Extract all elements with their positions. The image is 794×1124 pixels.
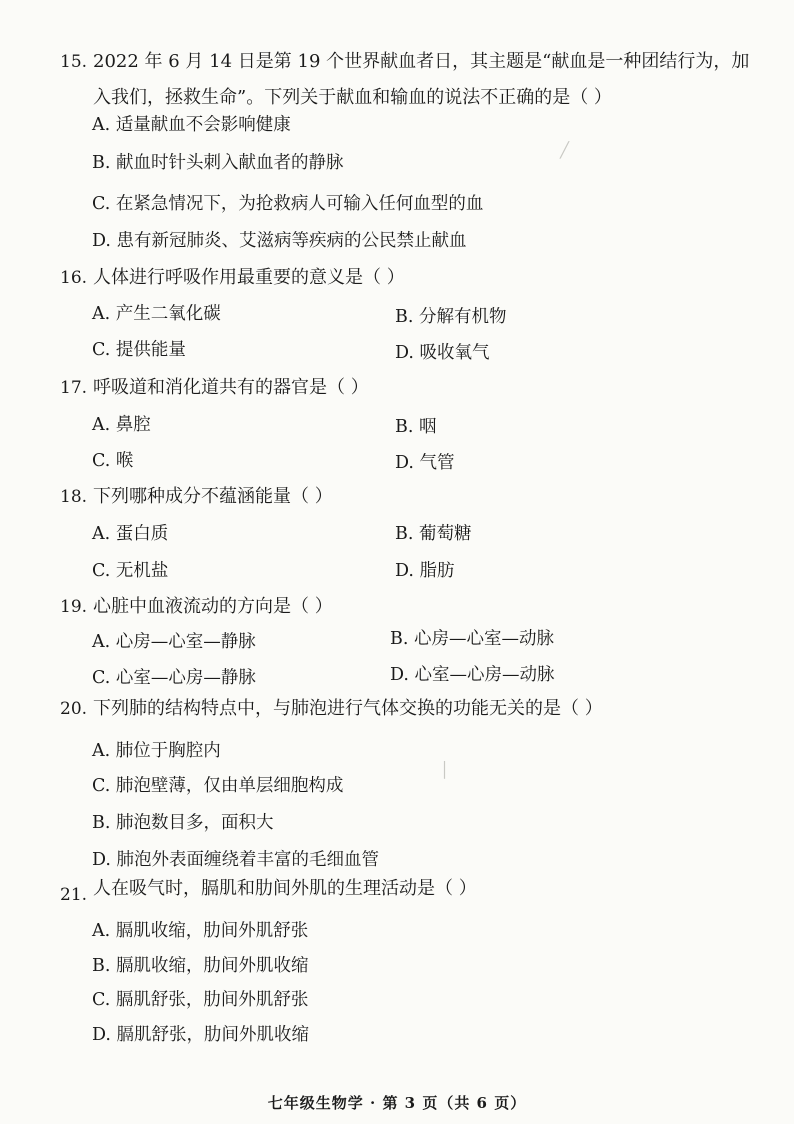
- option-a: A. 蛋白质: [92, 524, 169, 544]
- option-c: C. 肺泡壁薄，仅由单层细胞构成: [92, 776, 344, 796]
- option-a: A. 适量献血不会影响健康: [92, 115, 291, 135]
- option-a: A. 产生二氧化碳: [92, 304, 221, 324]
- option-c: C. 心室—心房—静脉: [92, 668, 256, 688]
- question-stem: 下列肺的结构特点中，与肺泡进行气体交换的功能无关的是（ ）: [93, 698, 603, 719]
- option-a: A. 心房—心室—静脉: [92, 632, 256, 652]
- option-d: D. 吸收氧气: [395, 343, 490, 363]
- question-number: 16.: [60, 268, 88, 288]
- option-b: B. 分解有机物: [395, 307, 507, 327]
- option-d: D. 肺泡外表面缠绕着丰富的毛细血管: [92, 850, 380, 870]
- option-c: C. 提供能量: [92, 340, 186, 360]
- question-number: 18.: [60, 487, 88, 507]
- question-stem: 下列哪种成分不蕴涵能量（ ）: [93, 486, 333, 507]
- question-stem: 呼吸道和消化道共有的器官是（ ）: [93, 377, 369, 398]
- page-footer: 七年级生物学 · 第 3 页（共 6 页）: [267, 1094, 527, 1112]
- question-stem: 心脏中血液流动的方向是（ ）: [93, 596, 333, 617]
- option-b: B. 咽: [395, 417, 437, 437]
- question-stem: 人体进行呼吸作用最重要的意义是（ ）: [93, 267, 405, 288]
- question-number: 19.: [60, 597, 88, 617]
- question-stem: 入我们，拯救生命”。下列关于献血和输血的说法不正确的是（ ）: [93, 87, 612, 108]
- question-stem: 人在吸气时，膈肌和肋间外肌的生理活动是（ ）: [93, 878, 477, 899]
- option-b: B. 膈肌收缩，肋间外肌收缩: [92, 956, 309, 976]
- option-c: C. 在紧急情况下，为抢救病人可输入任何血型的血: [92, 194, 484, 214]
- question-number: 15.: [60, 52, 88, 72]
- option-a: A. 鼻腔: [92, 415, 151, 435]
- option-d: D. 患有新冠肺炎、艾滋病等疾病的公民禁止献血: [92, 231, 467, 251]
- question-stem: 2022 年 6 月 14 日是第 19 个世界献血者日，其主题是“献血是一种团结行为，加: [93, 51, 750, 72]
- option-b: B. 葡萄糖: [395, 524, 472, 544]
- question-number: 17.: [60, 378, 88, 398]
- option-c: C. 膈肌舒张，肋间外肌舒张: [92, 990, 309, 1010]
- bleed-through-text: ╱: [560, 141, 570, 159]
- option-d: D. 膈肌舒张，肋间外肌收缩: [92, 1025, 310, 1045]
- option-c: C. 无机盐: [92, 561, 169, 581]
- option-c: C. 喉: [92, 451, 134, 471]
- question-number: 20.: [60, 699, 88, 719]
- question-number: 21.: [60, 885, 88, 905]
- bleed-through-text: │: [440, 761, 450, 779]
- option-d: D. 气管: [395, 453, 455, 473]
- option-d: D. 心室—心房—动脉: [390, 665, 555, 685]
- option-b: B. 肺泡数目多，面积大: [92, 813, 274, 833]
- option-a: A. 膈肌收缩，肋间外肌舒张: [92, 921, 309, 941]
- option-b: B. 心房—心室—动脉: [390, 629, 554, 649]
- option-a: A. 肺位于胸腔内: [92, 741, 221, 761]
- option-d: D. 脂肪: [395, 561, 455, 581]
- option-b: B. 献血时针头刺入献血者的静脉: [92, 153, 344, 173]
